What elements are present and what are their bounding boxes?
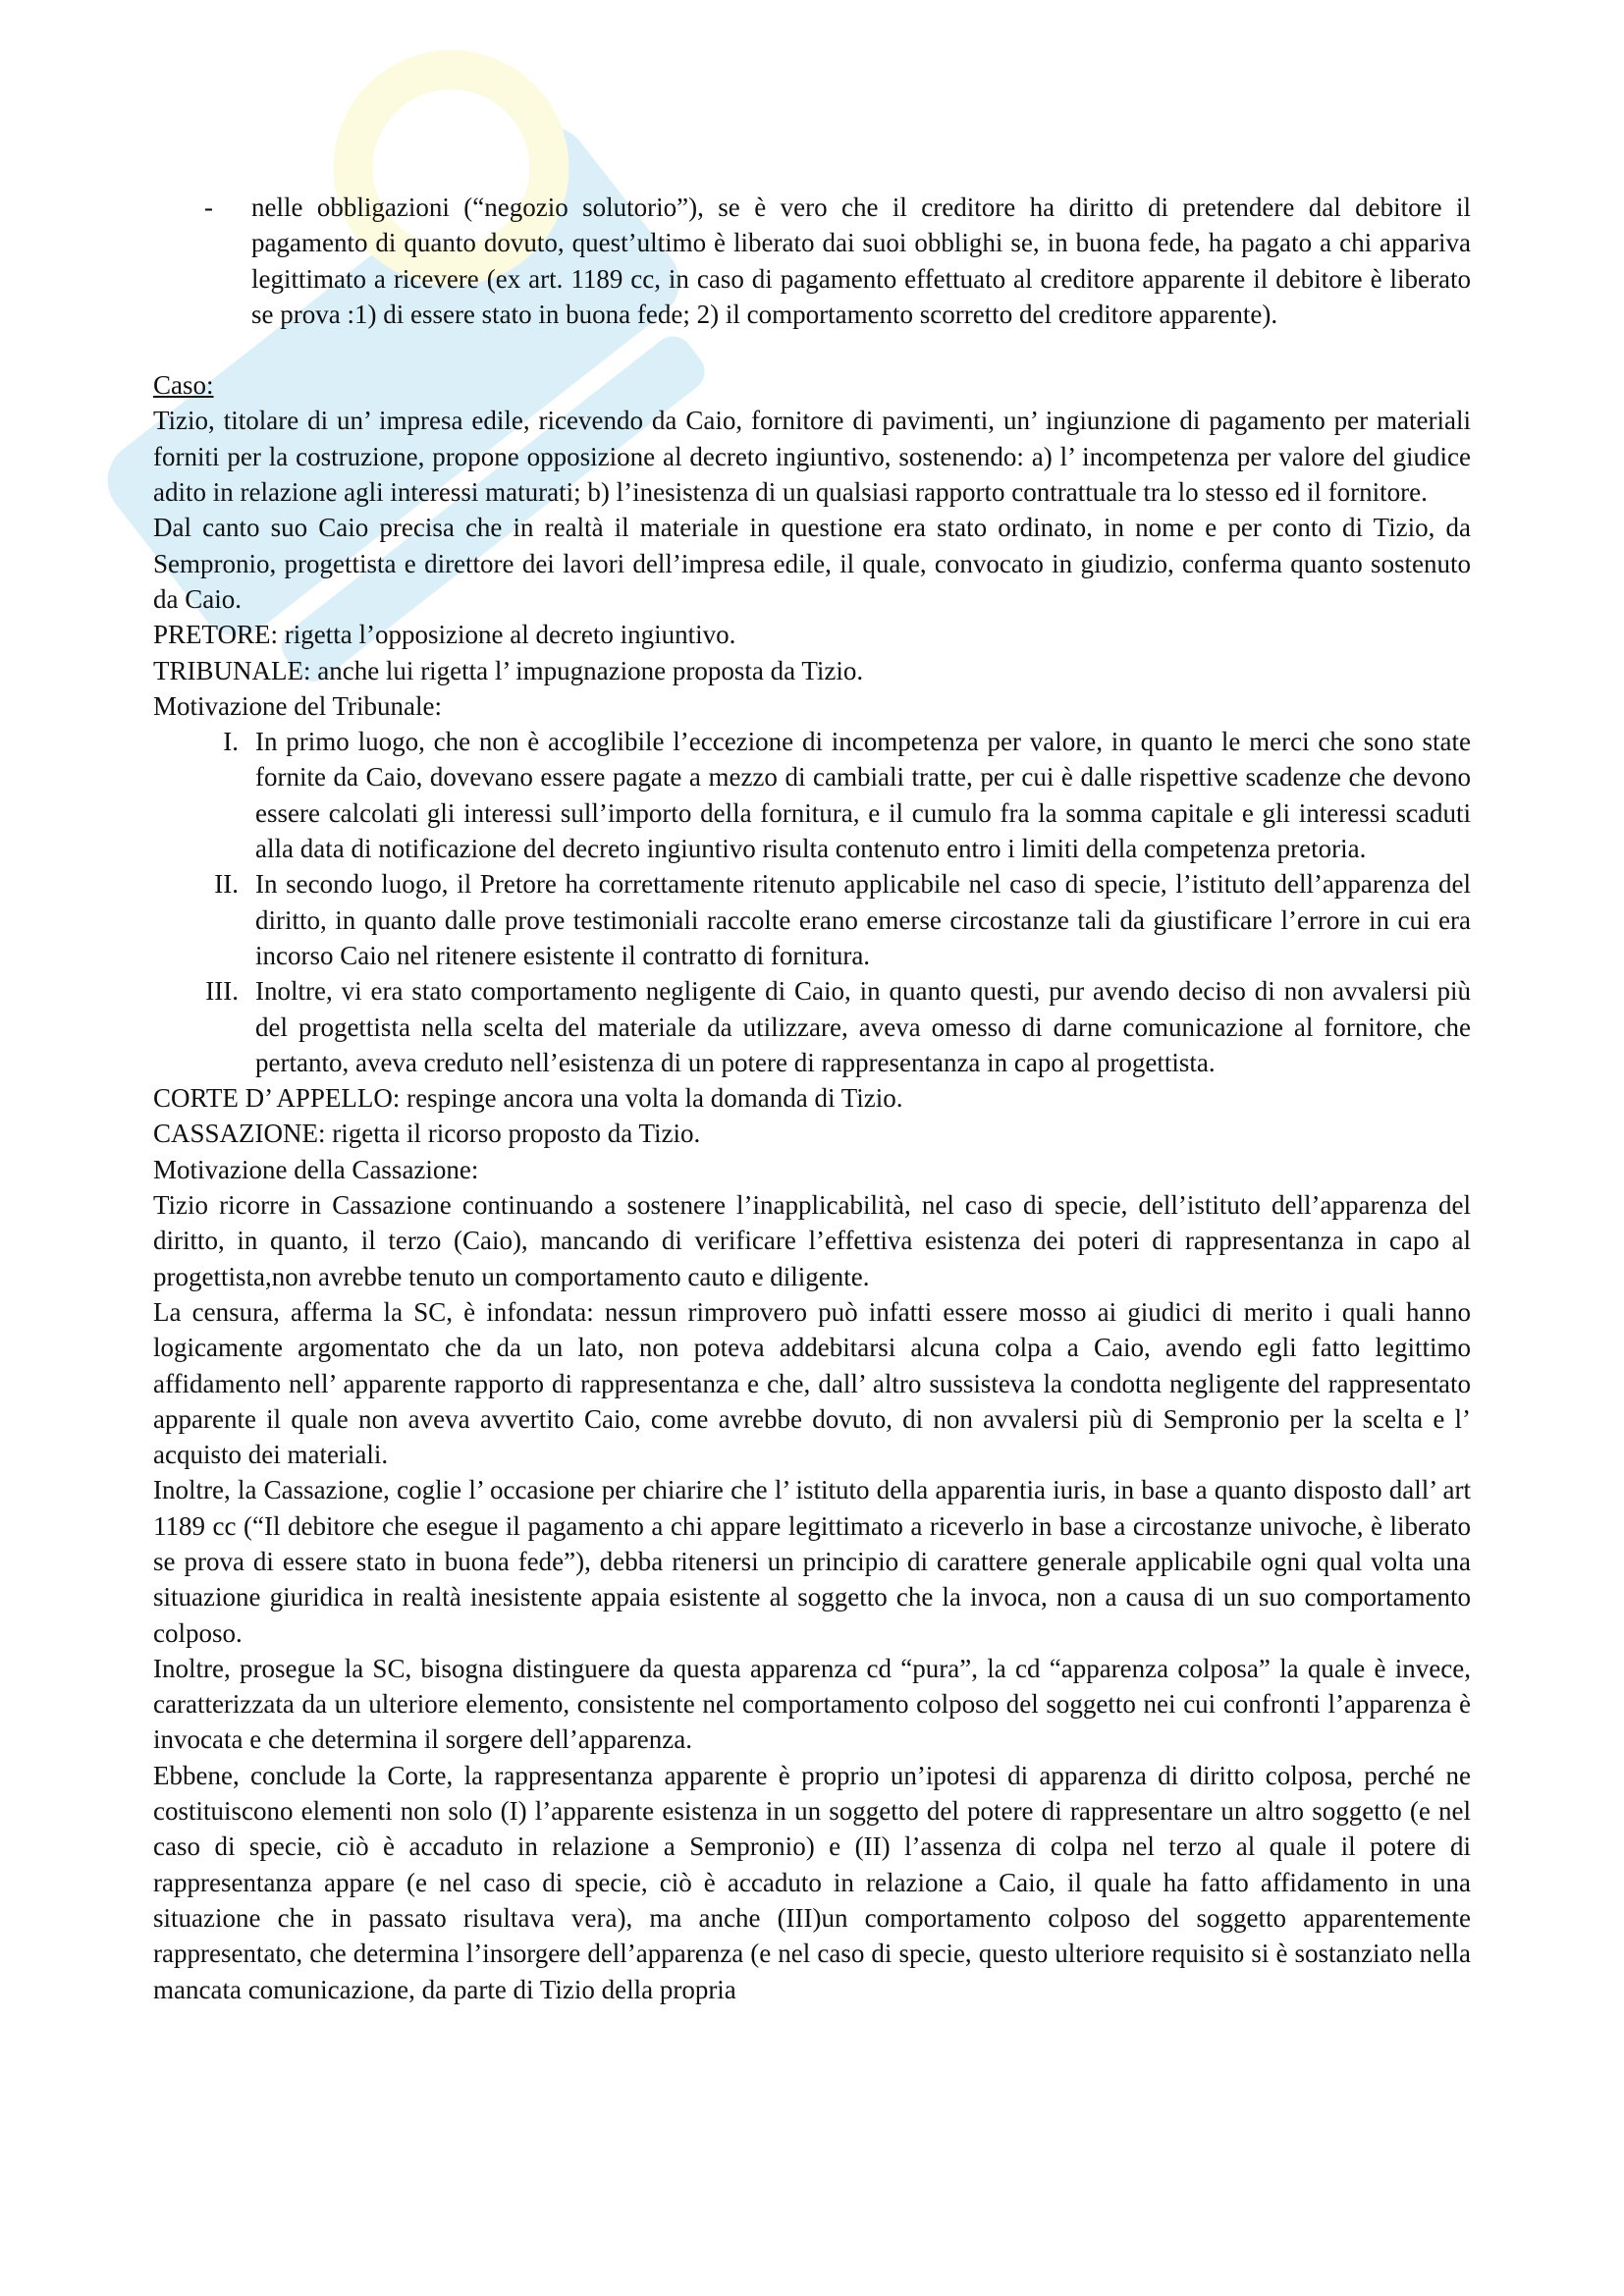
roman-numeral: III.	[205, 976, 239, 1007]
subheading-motivazione-tribunale: Motivazione del Tribunale:	[153, 690, 442, 721]
paragraph: La censura, afferma la SC, è infondata: nessun rimprovero può infatti essere mosso ai giudici di merito i quali hanno logicamente argomentato che da un lato, non poteva addebitarsi alcuna colpa a Caio, avendo egli fatto legittimo affidamento nell’ apparente rapporto di rappresentanza e che, dall’ altro sussisteva la condotta negligente del rappresentato apparente il quale non aveva avvertito Caio, come avrebbe dovuto, di non avvalersi più di Sempronio per la scelta e l’ acquisto dei materiali.	[153, 1296, 1471, 1470]
roman-list-item	[153, 973, 1471, 1080]
spacer	[153, 332, 1471, 367]
bullet-text: nelle obbligazioni (“negozio solutorio”), se è vero che il creditore ha diritto di pretendere dal debitore il pagamento di quanto dovuto, quest’ultimo è liberato dai suoi obblighi se, in buona fede, ha pagato a chi appariva legittimato a ricevere (ex art. 1189 cc, in caso di pagamento effettuato al creditore apparente il debitore è liberato se prova :1) di essere stato in buona fede; 2) il comportamento scorretto del creditore apparente).	[251, 192, 1471, 329]
roman-item-text: Inoltre, vi era stato comportamento negligente di Caio, in quanto questi, pur avendo deciso di non avvalersi più del progettista nella scelta del materiale da utilizzare, aveva omesso di darne comunicazione al fornitore, che pertanto, aveva creduto nell’esistenza di un potere di rappresentanza in capo al progettista.	[255, 976, 1471, 1077]
verdict-tribunale: TRIBUNALE: anche lui rigetta l’ impugnazione proposta da Tizio.	[153, 655, 864, 685]
roman-item-text: In primo luogo, che non è accoglibile l’eccezione di incompetenza per valore, in quanto le merci che sono state fornite da Caio, dovevano essere pagate a mezzo di cambiali tratte, per cui è dalle rispettive scadenze che devono essere calcolati gli interessi sull’importo della fornitura, e il cumulo fra la somma capitale e gli interessi scaduti alla data di notificazione del decreto ingiuntivo risulta contenuto entro i limiti della competenza pretoria.	[255, 727, 1471, 864]
verdict-cassazione: CASSAZIONE: rigetta il ricorso proposto da Tizio.	[153, 1119, 701, 1149]
section-heading-caso: Caso:	[153, 370, 214, 401]
verdict-pretore: PRETORE: rigetta l’opposizione al decreto ingiuntivo.	[153, 620, 736, 650]
verdict-corte-appello: CORTE D’ APPELLO: respinge ancora una volta la domanda di Tizio.	[153, 1083, 903, 1114]
paragraph: Dal canto suo Caio precisa che in realtà il materiale in questione era stato ordinato, in nome e per conto di Tizio, da Sempronio, progettista e direttore dei lavori dell’impresa edile, il quale, convocato in giudizio, conferma quanto sostenuto da Caio.	[153, 513, 1471, 614]
roman-numeral: II.	[214, 869, 239, 900]
paragraph: Inoltre, prosegue la SC, bisogna distinguere da questa apparenza cd “pura”, la cd “apparenza colposa” la quale è invece, caratterizzata da un ulteriore elemento, consistente nel comportamento colposo del soggetto nei cui confronti l’apparenza è invocata e che determina il sorgere dell’apparenza.	[153, 1653, 1471, 1755]
document-page	[153, 190, 1471, 2007]
roman-list-item	[153, 866, 1471, 973]
paragraph: Tizio ricorre in Cassazione continuando a sostenere l’inapplicabilità, nel caso di specie, dell’istituto dell’apparenza del diritto, in quanto, il terzo (Caio), mancando di verificare l’effettiva esistenza dei poteri di rappresentanza in capo al progettista,non avrebbe tenuto un comportamento cauto e diligente.	[153, 1190, 1471, 1291]
roman-item-text: In secondo luogo, il Pretore ha correttamente ritenuto applicabile nel caso di specie, l’istituto dell’apparenza del diritto, in quanto dalle prove testimoniali raccolte erano emerse circostanze tali da giustificare l’errore in cui era incorso Caio nel ritenere esistente il contratto di fornitura.	[255, 869, 1471, 970]
roman-list-item	[153, 724, 1471, 866]
paragraph: Ebbene, conclude la Corte, la rappresentanza apparente è proprio un’ipotesi di apparenza di diritto colposa, perché ne costituiscono elementi non solo (I) l’apparente esistenza in un soggetto del potere di rappresentare un altro soggetto (e nel caso di specie, ciò è accaduto in relazione a Sempronio) e (II) l’assenza di colpa nel terzo al quale il potere di rappresentanza appare (e nel caso di specie, ciò è accaduto in relazione a Caio, il quale ha fatto affidamento in una situazione che in passato risultava vera), ma anche (III)un comportamento colposo del soggetto apparentemente rappresentato, che determina l’insorgere dell’apparenza (e nel caso di specie, questo ulteriore requisito si è sostanziato nella mancata comunicazione, da parte di Tizio della propria	[153, 1760, 1471, 2004]
bullet-mark: -	[204, 192, 213, 222]
paragraph: Tizio, titolare di un’ impresa edile, ricevendo da Caio, fornitore di pavimenti, un’ ingiunzione di pagamento per materiali forniti per la costruzione, propone opposizione al decreto ingiuntivo, sostenendo: a) l’ incompetenza per valore del giudice adito in relazione agli interessi maturati; b) l’inesistenza di un qualsiasi rapporto contrattuale tra lo stesso ed il fornitore.	[153, 406, 1471, 508]
bullet-item	[153, 190, 1471, 332]
roman-numeral: I.	[223, 727, 239, 757]
paragraph: Inoltre, la Cassazione, coglie l’ occasione per chiarire che l’ istituto della apparentia iuris, in base a quanto disposto dall’ art 1189 cc (“Il debitore che esegue il pagamento a chi appare legittimato a riceverlo in base a circostanze univoche, è liberato se prova di essere stato in buona fede”), debba ritenersi un principio di carattere generale applicabile ogni qual volta una situazione giuridica in realtà inesistente appaia esistente al soggetto che la invoca, non a causa di un suo comportamento colposo.	[153, 1475, 1471, 1648]
subheading-motivazione-cassazione: Motivazione della Cassazione:	[153, 1154, 479, 1184]
